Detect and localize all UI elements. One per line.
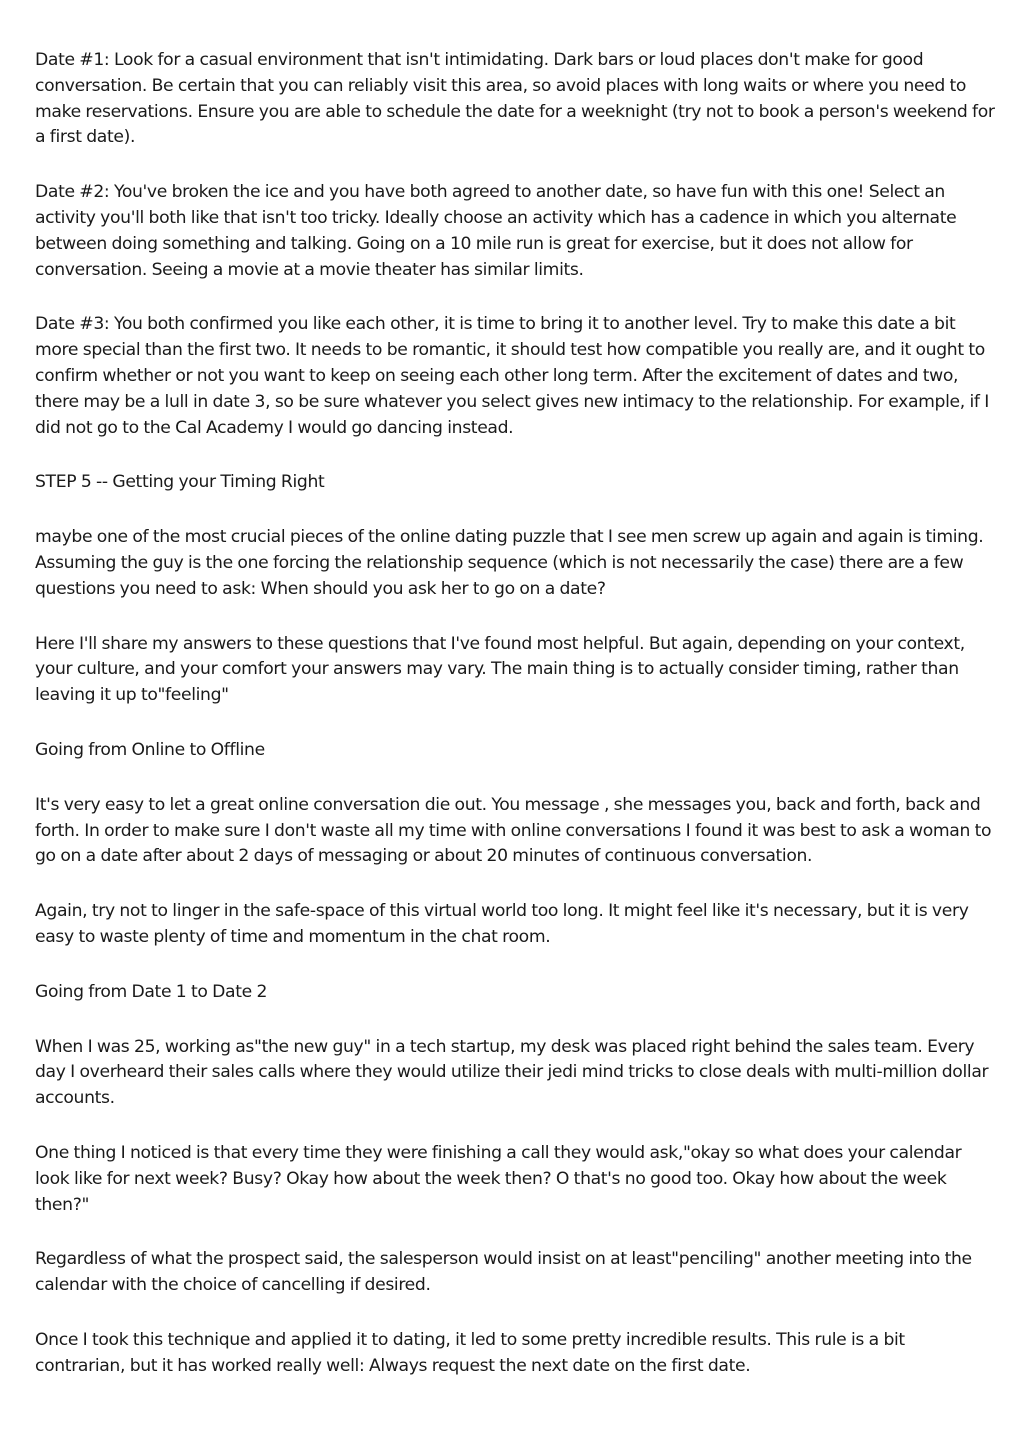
paragraph-timing-intro: maybe one of the most crucial pieces of the online dating puzzle that I see men screw up again and again is timing. Assuming the guy is the one forcing the relationship sequence (which is not necessarily the case) there are a few questions you need to ask: When should you ask her to go on a date?: [35, 527, 984, 599]
paragraph-technique: Once I took this technique and applied it to dating, it led to some pretty incredible results. This rule is a bit contrarian, but it has worked really well: Always request the next date on the first date.: [35, 1329, 905, 1376]
paragraph-date-2: Date #2: You've broken the ice and you have both agreed to another date, so have fun with this one! Select an activity you'll both like that isn't too tricky. Ideally choose an activity which has a cadence in which you alternate between doing something and talking. Going on a 10 mile run is great for exercise, but it does not allow for conversation. Seeing a movie at a movie theater has similar limits.: [35, 182, 957, 280]
paragraph-online-conversation: It's very easy to let a great online conversation die out. You message , she messages you, back and forth, back and forth. In order to make sure I don't waste all my time with online conversations I found it was best to ask a woman to go on a date after about 2 days of messaging or about 20 minutes of continuous conversation.: [35, 794, 992, 867]
section-heading-date1-date2: Going from Date 1 to Date 2: [35, 981, 268, 1002]
paragraph-penciling: Regardless of what the prospect said, the salesperson would insist on at least"penciling" another meeting into the calendar with the choice of cancelling if desired.: [35, 1249, 972, 1296]
paragraph-calendar: One thing I noticed is that every time they were finishing a call they would ask,"okay so what does your calendar look like for next week? Busy? Okay how about the week then? O that's no good too. Okay how about the week then?": [35, 1142, 962, 1215]
document-body: [35, 48, 995, 1408]
paragraph-startup: When I was 25, working as"the new guy" in a tech startup, my desk was placed right behind the sales team. Every day I overheard their sales calls where they would utilize their jedi mind tricks to close deals with multi-million dollar accounts.: [35, 1036, 989, 1109]
section-heading-online-offline: Going from Online to Offline: [35, 739, 265, 760]
section-heading-step-5: STEP 5 -- Getting your Timing Right: [35, 472, 325, 493]
paragraph-date-3: Date #3: You both confirmed you like each other, it is time to bring it to another level. Try to make this date a bit more special than the first two. It needs to be romantic, it should test how compatible you really are, and it ought to confirm whether or not you want to keep on seeing each other long term. After the excitement of dates and two, there may be a lull in date 3, so be sure whatever you select gives new intimacy to the relationship. For example, if I did not go to the Cal Academy I would go dancing instead.: [35, 314, 989, 438]
paragraph-answers: Here I'll share my answers to these questions that I've found most helpful. But again, depending on your context, your culture, and your comfort your answers may vary. The main thing is to actually consider timing, rather than leaving it up to"feeling": [35, 633, 965, 706]
paragraph-date-1: Date #1: Look for a casual environment that isn't intimidating. Dark bars or loud places don't make for good conversation. Be certain that you can reliably visit this area, so avoid places with long waits or where you need to make reservations. Ensure you are able to schedule the date for a weeknight (try not to book a person's weekend for a first date).: [35, 50, 995, 148]
paragraph-linger: Again, try not to linger in the safe-space of this virtual world too long. It might feel like it's necessary, but it is very easy to waste plenty of time and momentum in the chat room.: [35, 901, 969, 947]
